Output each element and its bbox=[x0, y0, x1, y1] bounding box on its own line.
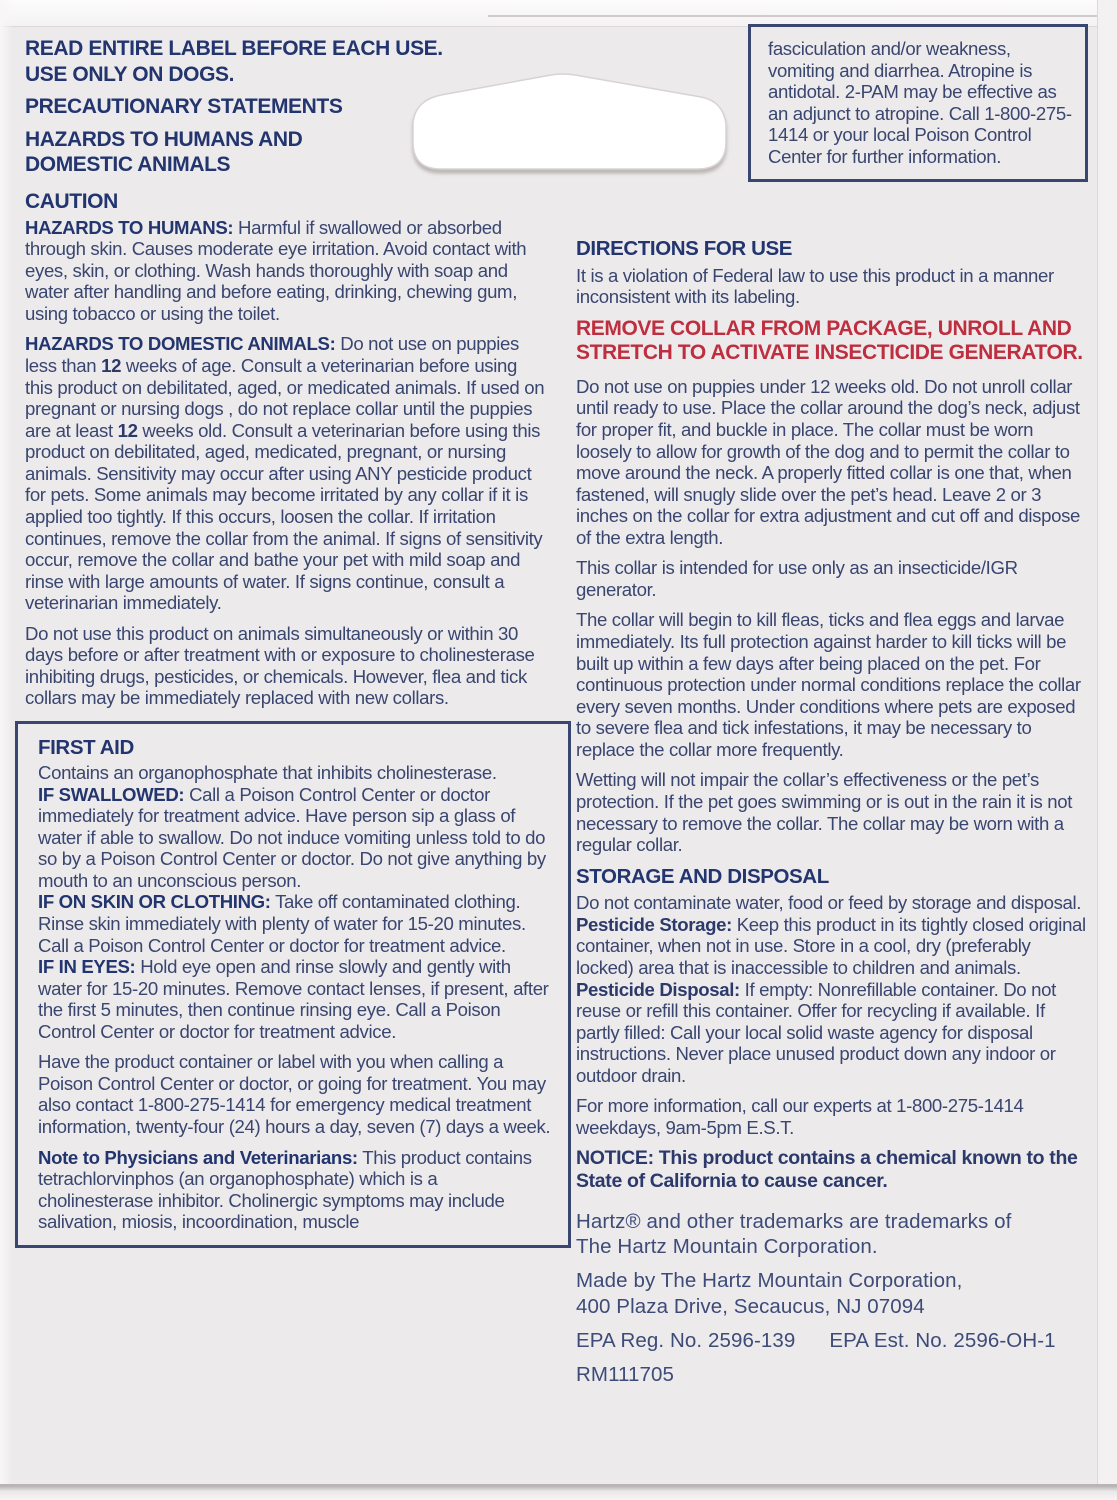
container-advice-paragraph: Have the product container or label with you when calling a Poison Control Center or doctor, or going for treatment. You may also contact 1-800-275-1414 for emergency medical treatment information, twenty-four (24) hours a day, seven (7) days a week. bbox=[38, 1051, 551, 1138]
if-swallowed-body: Call a Poison Control Center or doctor immediately for treatment advice. Have person sip a glass of water if able to swallow. Do not induce vomiting unless told to do so by a Poison Control Center or doctor. Do not give anything by mouth to an unconscious person. bbox=[38, 783, 546, 891]
hazards-to-humans-paragraph bbox=[25, 217, 547, 325]
hazards-domestic-text: Do not use on puppies less than bbox=[25, 333, 519, 377]
if-swallowed-paragraph bbox=[38, 784, 554, 892]
if-in-eyes-body: Hold eye open and rinse slowly and gently with water for 15-20 minutes. Remove contact lenses, if present, after the first 5 minutes, then continue rinsing eye. Call a Poison Control Center or doctor for treatment advice. bbox=[38, 956, 549, 1042]
epa-numbers-line bbox=[576, 1328, 1090, 1354]
hazards-to-humans-lead: HAZARDS TO HUMANS: bbox=[25, 216, 234, 238]
more-information-paragraph: For more information, call our experts at 1-800-275-1414 weekdays, 9am-5pm E.S.T. bbox=[576, 1095, 1024, 1138]
directions-for-use-heading: DIRECTIONS FOR USE bbox=[576, 237, 793, 260]
note-to-physicians-paragraph bbox=[38, 1147, 554, 1233]
read-label-heading-line2: USE ONLY ON DOGS. bbox=[25, 62, 235, 86]
california-notice-paragraph: NOTICE: This product contains a chemical known to the State of California to cause cancer. bbox=[576, 1147, 1078, 1193]
if-on-skin-body: Take off contaminated clothing. Rinse skin immediately with plenty of water for 15-20 minutes. Call a Poison Control Center or doctor for treatment advice. bbox=[38, 891, 526, 956]
storage-text: Keep this product in its tightly closed original container, when not in use. Store in a cool, dry (preferably locked) area that is inaccessible to children and animals. bbox=[576, 913, 1086, 978]
if-swallowed-lead: IF SWALLOWED: bbox=[38, 783, 185, 805]
first-aid-intro: Contains an organophosphate that inhibits cholinesterase. bbox=[38, 762, 497, 784]
age-12-weeks: 12 bbox=[117, 419, 138, 441]
if-on-skin-paragraph bbox=[38, 891, 554, 956]
left-column bbox=[25, 36, 551, 1248]
first-aid-title: FIRST AID bbox=[38, 736, 134, 760]
federal-law-paragraph: It is a violation of Federal law to use this product in a manner inconsistent with its labeling. bbox=[576, 264, 1054, 308]
caution-heading: CAUTION bbox=[25, 190, 118, 214]
note-to-physicians-lead: Note to Physicians and Veterinarians: bbox=[38, 1146, 358, 1168]
if-on-skin-lead: IF ON SKIN OR CLOTHING: bbox=[38, 891, 271, 913]
hazards-to-humans-body: Harmful if swallowed or absorbed through skin. Causes moderate eye irritation. Avoid contact with eyes, skin, or clothing. Wash hands thoroughly with soap and water after handling and before eating, drinking, chewing gum, using tobacco or using the toilet. bbox=[25, 216, 527, 324]
read-label-heading-line1: READ ENTIRE LABEL BEFORE EACH USE. bbox=[25, 37, 443, 60]
protection-paragraph: The collar will begin to kill fleas, ticks and flea eggs and larvae immediately. Its full protection against harder to kill ticks will be built up within a few days after being placed on the pet. For continuous protection under normal conditions replace the collar every seven months. Under conditions where pets are exposed to severe flea and tick infestations, it may be necessary to replace the collar more frequently. bbox=[576, 609, 1081, 760]
if-in-eyes-paragraph bbox=[38, 956, 554, 1042]
hazards-heading-line1: HAZARDS TO HUMANS AND bbox=[25, 127, 303, 151]
right-column bbox=[576, 233, 1090, 1399]
simultaneous-use-paragraph: Do not use this product on animals simultaneously or within 30 days before or after treatment with or exposure to cholinesterase inhibiting drugs, pesticides, or chemicals. However, flea and tick collars may be immediately replaced with new collars. bbox=[25, 622, 535, 709]
collar-usage-paragraph: Do not use on puppies under 12 weeks old. Do not unroll collar until ready to use. Place the collar around the dog’s neck, adjust for proper fit, and buckle in place. The collar must be worn loosely to allow for growth of the dog and to permit the collar to move around the neck. A properly fitted collar is one that, when fastened, will snugly slide over the pet’s head. Leave 2 or 3 inches on the collar for extra adjustment and cut off and dispose of the extra length. bbox=[576, 375, 1081, 548]
hazards-to-domestic-lead: HAZARDS TO DOMESTIC ANIMALS: bbox=[25, 333, 336, 355]
first-aid-box bbox=[15, 721, 571, 1248]
storage-disposal-paragraph bbox=[576, 892, 1090, 1086]
age-12-weeks: 12 bbox=[101, 355, 122, 377]
package-top-edge bbox=[0, 0, 1117, 27]
package-left-edge bbox=[0, 0, 13, 1500]
made-by-line1: Made by The Hartz Mountain Corporation, bbox=[576, 1269, 963, 1293]
pesticide-disposal-lead: Pesticide Disposal: bbox=[576, 978, 740, 1000]
storage-text: Do not contaminate water, food or feed by storage and disposal. bbox=[576, 892, 1082, 914]
remove-collar-warning-line2: STRETCH TO ACTIVATE INSECTICIDE GENERATOR. bbox=[576, 341, 1083, 365]
trademark-line2: The Hartz Mountain Corporation. bbox=[576, 1235, 878, 1259]
package-right-edge bbox=[1097, 0, 1117, 1500]
label-code: RM111705 bbox=[576, 1362, 675, 1386]
first-aid-continuation-box bbox=[748, 24, 1088, 182]
igr-generator-paragraph: This collar is intended for use only as an insecticide/IGR generator. bbox=[576, 557, 1018, 600]
hazards-to-domestic-animals-paragraph bbox=[25, 333, 547, 613]
package-top-fold-line bbox=[488, 15, 1117, 17]
continuation-text: fasciculation and/or weakness, vomiting and diarrhea. Atropine is antidotal. 2-PAM may be effective as an adjunct to atropine. Call 1-800-275-1414 or your local Poison Control Center for further information. bbox=[768, 38, 1072, 167]
package-bottom-edge bbox=[0, 1484, 1117, 1500]
made-by-paragraph bbox=[576, 1268, 1090, 1320]
note-to-physicians-body: This product contains tetrachlorvinphos (an organophosphate) which is a cholinesterase inhibitor. Cholinergic symptoms may include salivation, miosis, incoordination, muscle bbox=[38, 1146, 532, 1233]
hazards-domestic-text: weeks of age. Consult a veterinarian before using this product on debilitated, aged, or medicated animals. If used on pregnant or nursing dogs , do not replace collar until the puppies are at least bbox=[25, 355, 545, 441]
storage-text: If empty: Nonrefillable container. Do not reuse or refill this container. Offer for recycling if available. If partly filled: Call your local solid waste agency for disposal instructions. Never place unused product down any indoor or outdoor drain. bbox=[576, 978, 1056, 1086]
pesticide-storage-lead: Pesticide Storage: bbox=[576, 913, 732, 935]
made-by-line2: 400 Plaza Drive, Secaucus, NJ 07094 bbox=[576, 1295, 925, 1319]
epa-reg-number: EPA Reg. No. 2596-139 bbox=[576, 1328, 796, 1352]
trademark-paragraph bbox=[576, 1209, 1090, 1261]
storage-and-disposal-heading: STORAGE AND DISPOSAL bbox=[576, 864, 829, 888]
hazards-heading-line2: DOMESTIC ANIMALS bbox=[25, 153, 231, 177]
remove-collar-warning bbox=[576, 317, 1090, 366]
wetting-paragraph: Wetting will not impair the collar’s effectiveness or the pet’s protection. If the pet goes swimming or is out in the rain it is not necessary to remove the collar. The collar may be worn with a regular collar. bbox=[576, 769, 1073, 856]
hazards-domestic-text: weeks old. Consult a veterinarian before using this product on debilitated, aged, medicated, pregnant, or nursing animals. Sensitivity may occur after using ANY pesticide product for pets. Some animals may become irritated by any collar if it is applied too tightly. If this occurs, loosen the collar. If irritation continues, remove the collar from the animal. If signs of sensitivity occur, remove the collar and bathe your pet with mild soap and rinse with large amounts of water. If signs continue, consult a veterinarian immediately. bbox=[25, 419, 543, 614]
epa-est-number: EPA Est. No. 2596-OH-1 bbox=[829, 1328, 1056, 1352]
remove-collar-warning-line1: REMOVE COLLAR FROM PACKAGE, UNROLL AND bbox=[576, 316, 1072, 340]
precautionary-heading: PRECAUTIONARY STATEMENTS bbox=[25, 95, 343, 119]
if-in-eyes-lead: IF IN EYES: bbox=[38, 956, 136, 978]
trademark-line1: Hartz® and other trademarks are trademarks of bbox=[576, 1209, 1012, 1233]
